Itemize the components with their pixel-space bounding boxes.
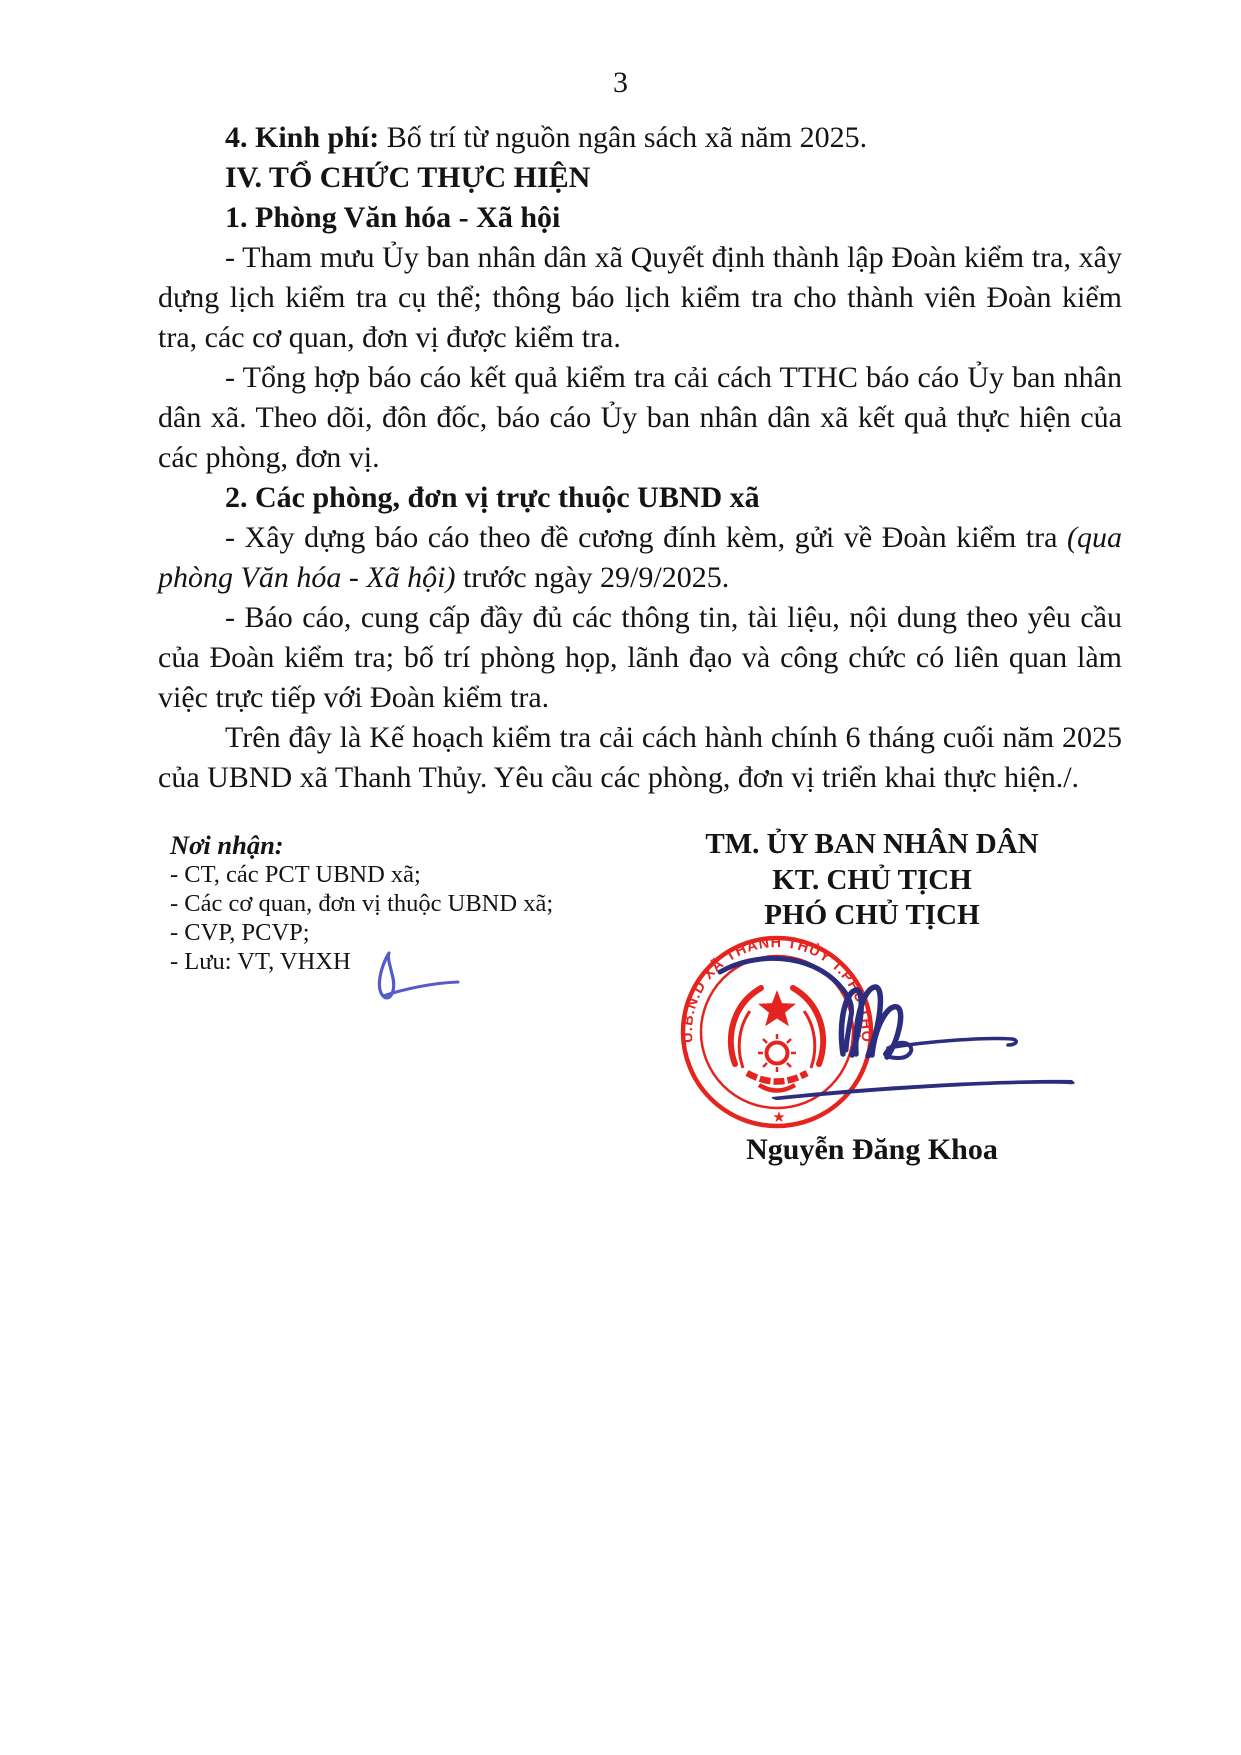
paragraph: Trên đây là Kế hoạch kiểm tra cải cách hành chính 6 tháng cuối năm 2025 của UBND xã Thanh Thủy. Yêu cầu các phòng, đơn vị triển khai thực hiện./. (158, 721, 1122, 794)
recipients-heading: Nơi nhận: (170, 830, 284, 860)
paragraph: 1. Phòng Văn hóa - Xã hội (225, 201, 561, 234)
recipient-item: - CVP, PCVP; (170, 919, 310, 946)
signature-authority-block (622, 827, 1122, 934)
paragraph: 4. Kinh phí: Bố trí từ nguồn ngân sách xã năm 2025. (225, 121, 868, 154)
recipient-item: - Các cơ quan, đơn vị thuộc UBND xã; (170, 890, 554, 917)
document-body (158, 118, 1122, 798)
clerk-paraph-icon (356, 948, 471, 1010)
recipient-item: - Lưu: VT, VHXH (170, 948, 351, 975)
recipient-item: - CT, các PCT UBND xã; (170, 861, 421, 888)
paragraph: IV. TỔ CHỨC THỰC HIỆN (225, 161, 591, 194)
paragraph: 2. Các phòng, đơn vị trực thuộc UBND xã (225, 481, 760, 514)
signature-authority-line3: PHÓ CHỦ TỊCH (764, 899, 980, 931)
paragraph: - Tham mưu Ủy ban nhân dân xã Quyết định thành lập Đoàn kiểm tra, xây dựng lịch kiểm tra cụ thể; thông báo lịch kiểm tra cho thành viên Đoàn kiểm tra, các cơ quan, đơn vị được kiểm tra. (158, 241, 1122, 354)
stamp-star-icon: ★ (772, 1110, 786, 1126)
signature-authority-line1: TM. ỦY BAN NHÂN DÂN (705, 828, 1039, 860)
signature-authority-line2: KT. CHỦ TỊCH (772, 863, 972, 896)
page-number: 3 (613, 66, 628, 99)
paragraph: - Xây dựng báo cáo theo đề cương đính kèm, gửi về Đoàn kiểm tra (qua phòng Văn hóa - Xã hội) trước ngày 29/9/2025. (158, 521, 1122, 594)
paragraph: - Tổng hợp báo cáo kết quả kiểm tra cải cách TTHC báo cáo Ủy ban nhân dân xã. Theo dõi, đôn đốc, báo cáo Ủy ban nhân dân xã kết quả thực hiện của các phòng, đơn vị. (158, 361, 1122, 474)
signer-name: Nguyễn Đăng Khoa (746, 1133, 998, 1166)
paragraph: - Báo cáo, cung cấp đầy đủ các thông tin, tài liệu, nội dung theo yêu cầu của Đoàn kiểm tra; bố trí phòng họp, lãnh đạo và công chức có liên quan làm việc trực tiếp với Đoàn kiểm tra. (158, 601, 1122, 714)
stamp-ring-text: U.B.N.D XÃ THANH THỦY T.PHÚ THỌ (679, 935, 875, 1044)
handwritten-signature-icon (700, 942, 1100, 1117)
